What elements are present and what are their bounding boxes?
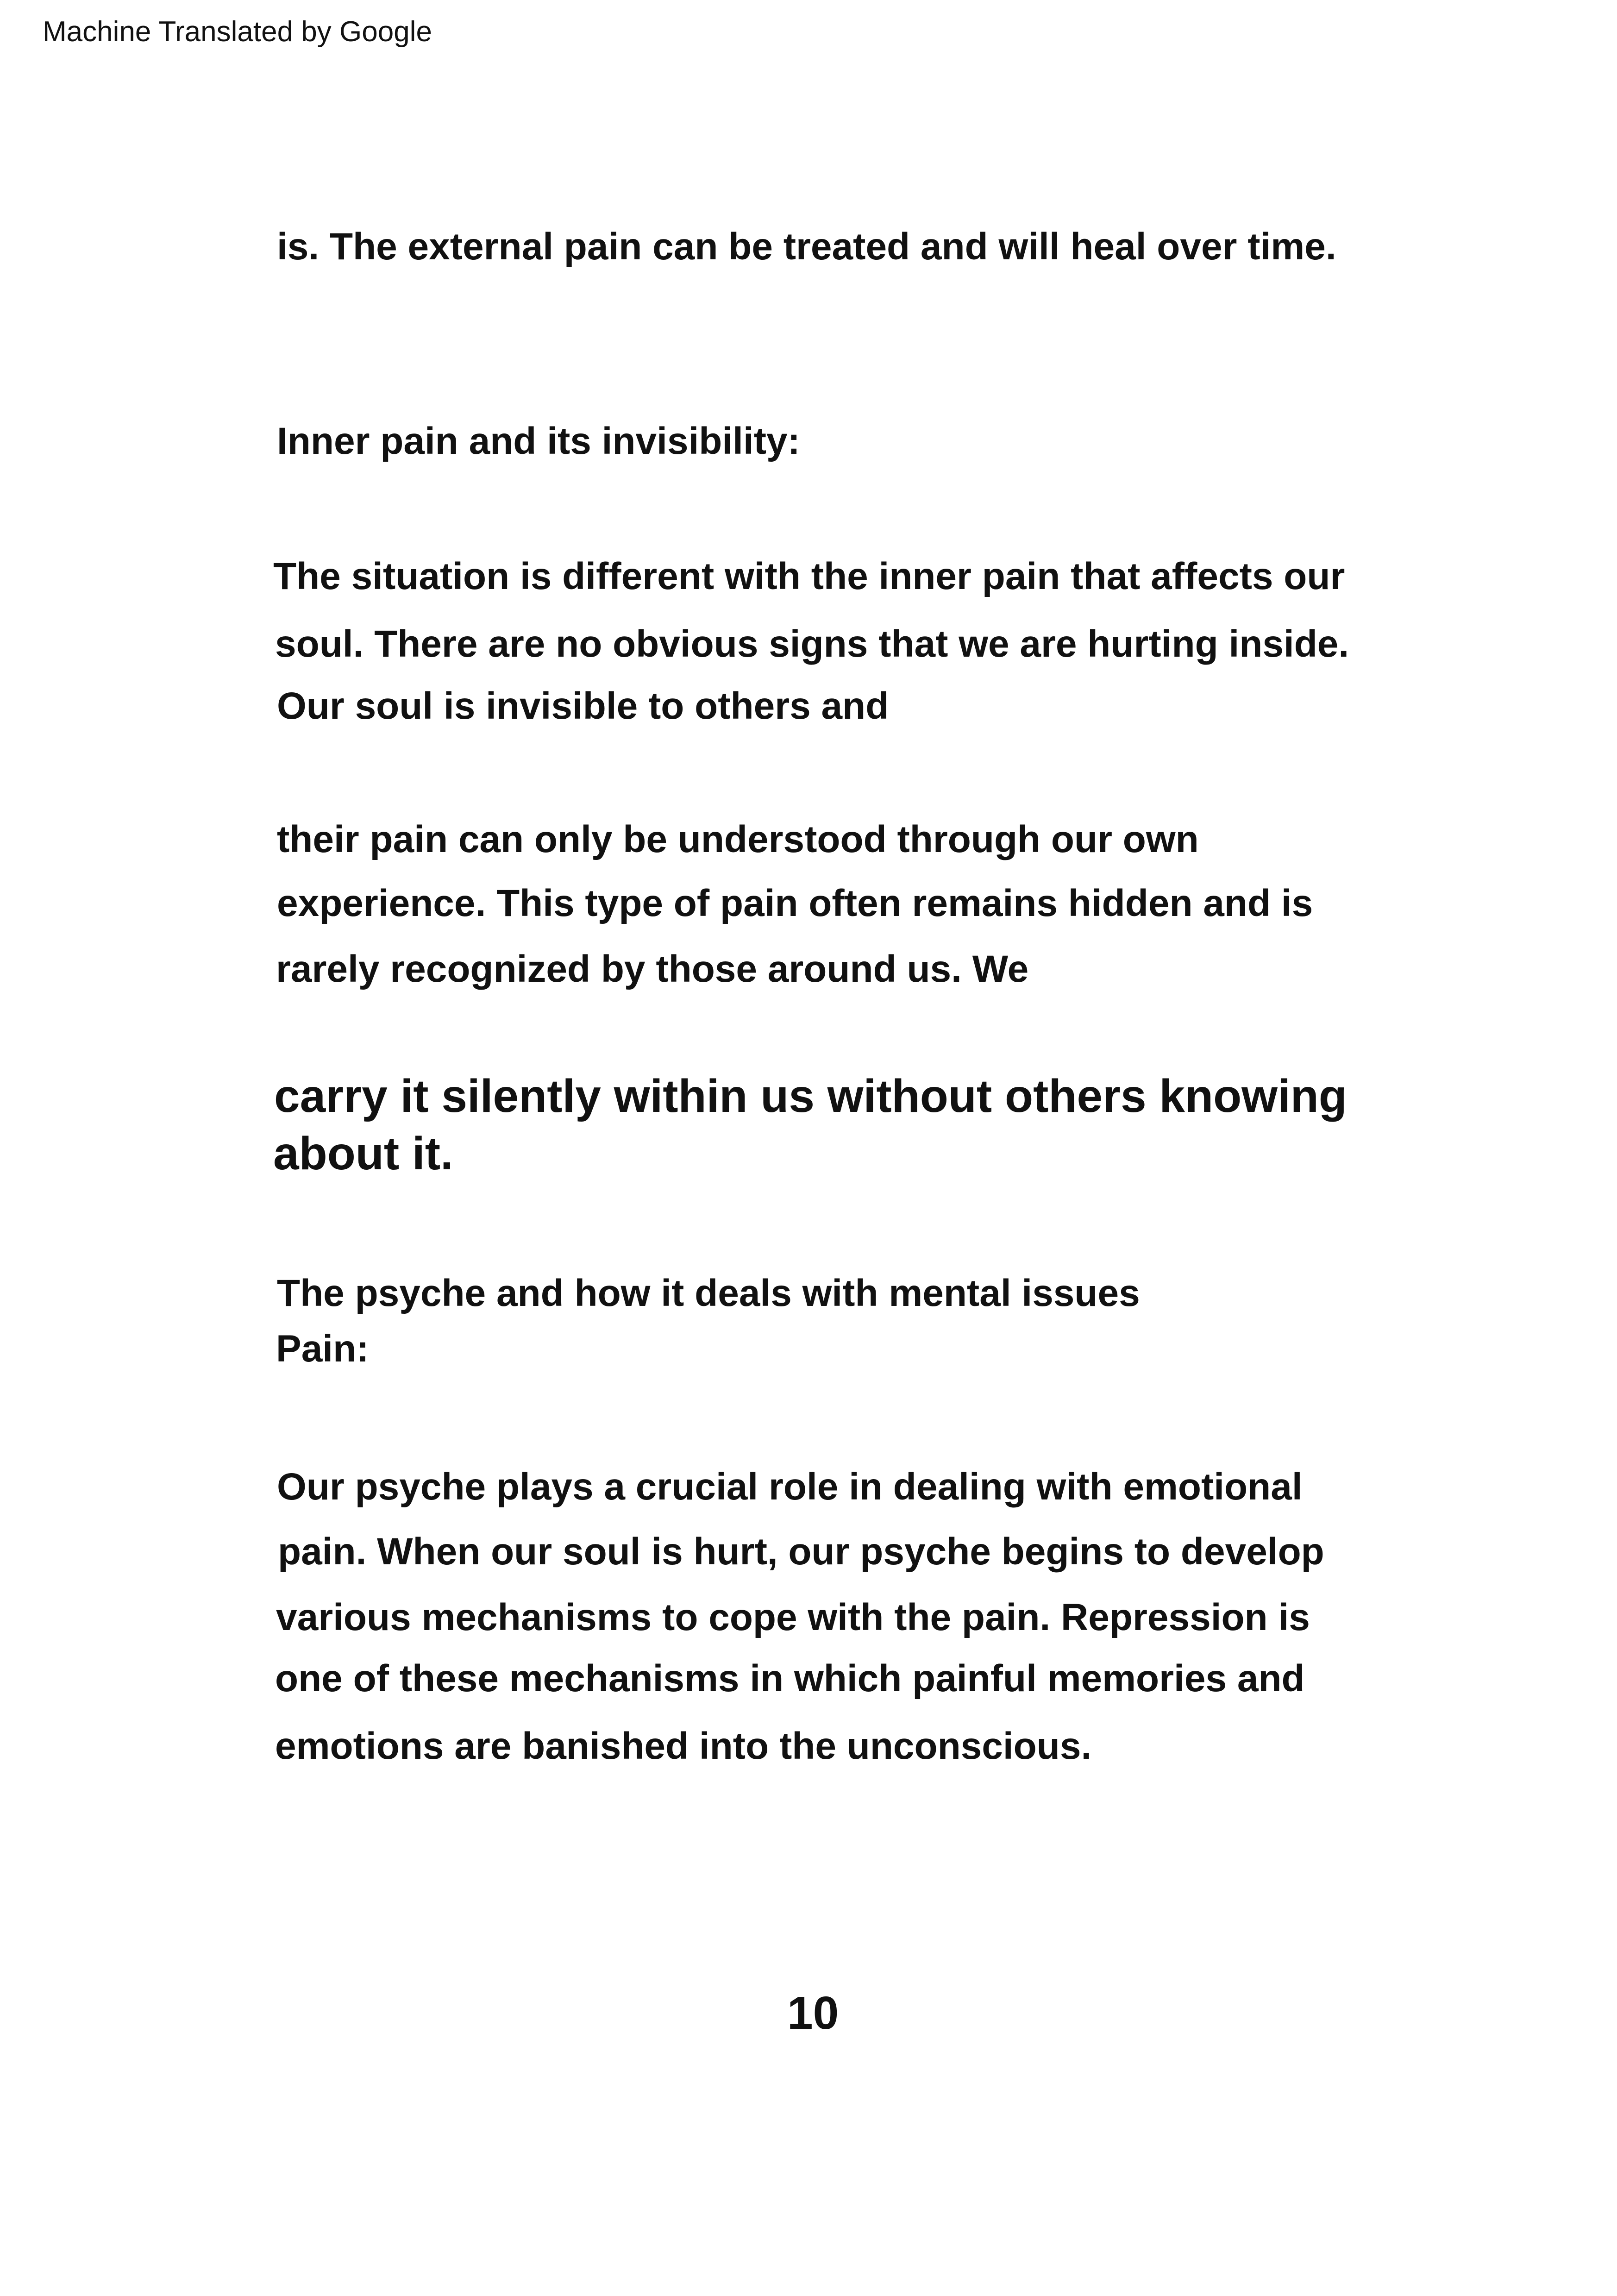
- paragraph-line: soul. There are no obvious signs that we are hurting inside.: [275, 623, 1349, 665]
- paragraph-line: Our psyche plays a crucial role in dealing with emotional: [277, 1466, 1303, 1508]
- machine-translation-banner: Machine Translated by Google: [43, 16, 432, 48]
- paragraph-line: The situation is different with the inner pain that affects our: [273, 555, 1345, 597]
- section-heading: Inner pain and its invisibility:: [277, 420, 800, 462]
- paragraph-line: pain. When our soul is hurt, our psyche begins to develop: [278, 1531, 1324, 1573]
- paragraph-line: their pain can only be understood through our own: [277, 818, 1199, 860]
- section-heading: Pain:: [276, 1328, 369, 1370]
- paragraph-line: various mechanisms to cope with the pain. Repression is: [276, 1596, 1310, 1638]
- paragraph-line: one of these mechanisms in which painful memories and: [275, 1657, 1305, 1700]
- paragraph-line: emotions are banished into the unconscious.: [275, 1725, 1092, 1767]
- paragraph-line: is. The external pain can be treated and will heal over time.: [277, 226, 1336, 268]
- section-heading: The psyche and how it deals with mental issues: [277, 1272, 1140, 1314]
- paragraph-line: about it.: [273, 1128, 453, 1179]
- paragraph-line: Our soul is invisible to others and: [277, 685, 889, 727]
- paragraph-line: experience. This type of pain often remains hidden and is: [277, 882, 1313, 924]
- paragraph-line: carry it silently within us without others knowing: [274, 1070, 1347, 1122]
- page-number: 10: [787, 1987, 839, 2039]
- paragraph-line: rarely recognized by those around us. We: [276, 948, 1029, 990]
